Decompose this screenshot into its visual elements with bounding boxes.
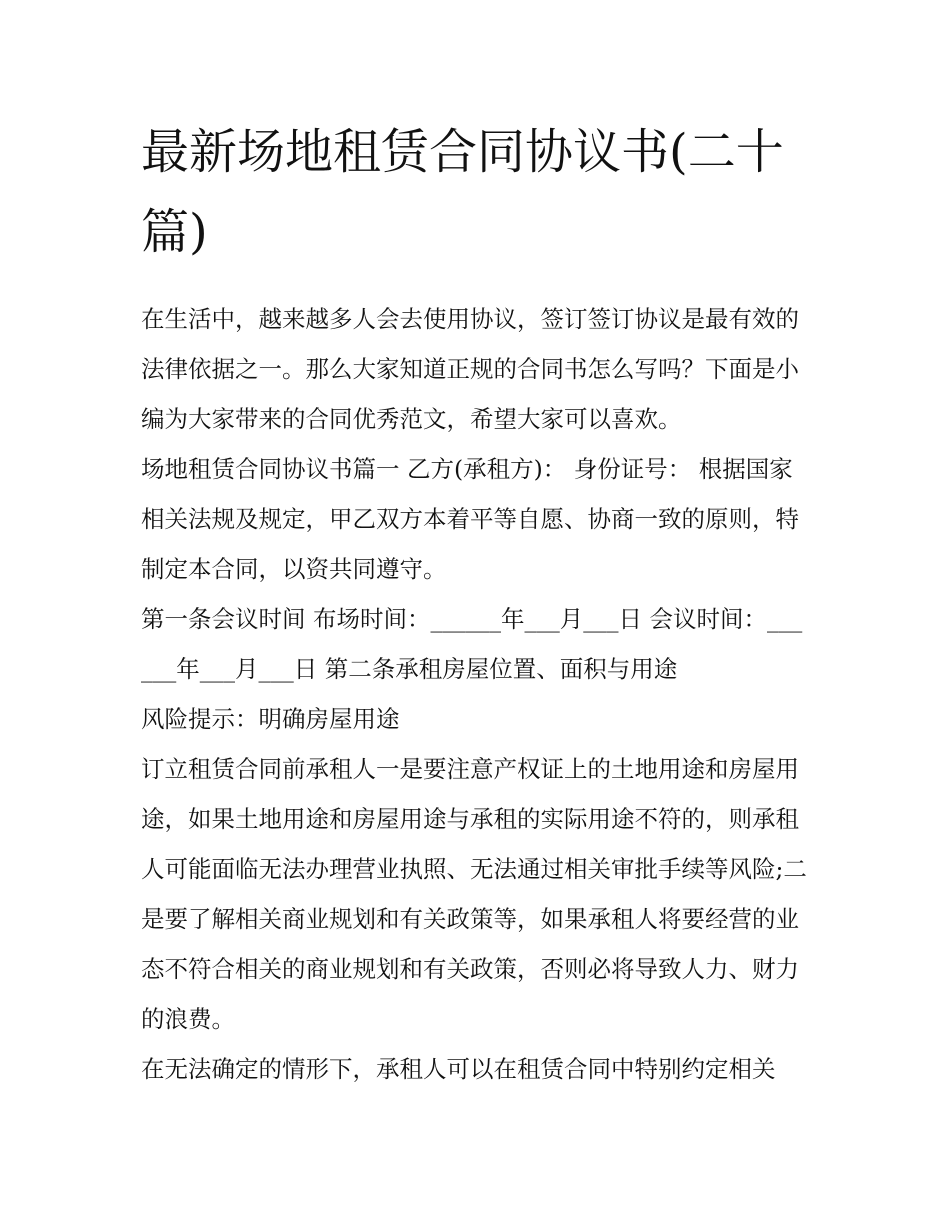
paragraph-uncertain-case: 在无法确定的情形下，承租人可以在租赁合同中特别约定相关 — [141, 1055, 776, 1083]
paragraph-section-one: 场地租赁合同协议书篇一 乙方(承租方)： 身份证号： 根据国家相关法规及规定，甲乙双方本着平等自愿、协商一致的原则，特制定本合同，以资共同遵守。 — [141, 455, 799, 583]
paragraph-article-one: 第一条会议时间 布场时间：______年___月___日 会议时间：______年___月___日 第二条承租房屋位置、面积与用途 — [141, 605, 803, 683]
paragraph-risk-detail: 订立租赁合同前承租人一是要注意产权证上的土地用途和房屋用途，如果土地用途和房屋用途与承租的实际用途不符的，则承租人可能面临无法办理营业执照、无法通过相关审批手续等风险;二是要了解相关商业规划和有关政策等，如果承租人将要经营的业态不符合相关的商业规划和有关政策，否则必将导致人力、财力的浪费。 — [141, 755, 807, 1033]
paragraph-risk-heading: 风险提示：明确房屋用途 — [141, 705, 400, 733]
paragraph-intro: 在生活中，越来越多人会去使用协议，签订签订协议是最有效的法律依据之一。那么大家知道正规的合同书怎么写吗？下面是小编为大家带来的合同优秀范文，希望大家可以喜欢。 — [141, 305, 799, 433]
document-title: 最新场地租赁合同协议书(二十篇) — [141, 124, 784, 260]
document-content — [141, 112, 813, 1094]
